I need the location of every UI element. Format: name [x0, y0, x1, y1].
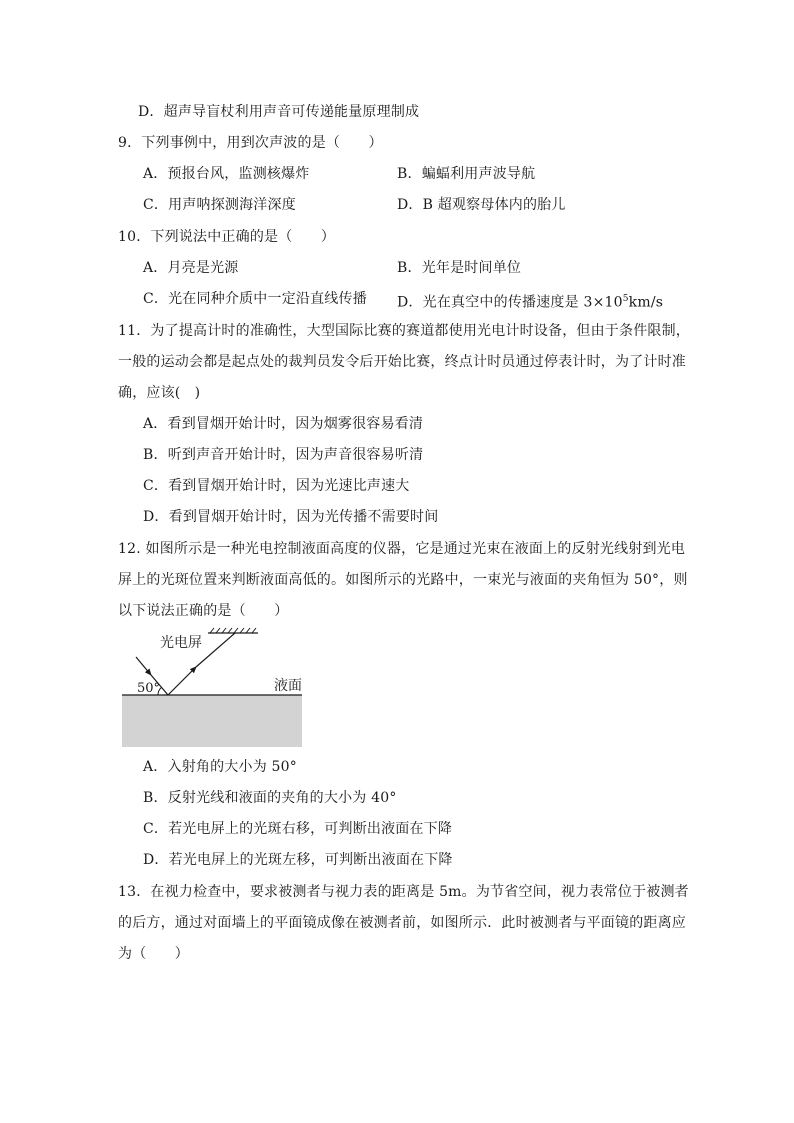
angle-label: 50° [137, 681, 161, 696]
reflected-ray [168, 667, 196, 695]
q9-option-a: A．预报台风，监测核爆炸 [143, 166, 310, 182]
q10-stem: 10．下列说法中正确的是（ ） [118, 229, 336, 245]
q12-line-3: 以下说法正确的是（ ） [118, 603, 289, 619]
q11-line-1: 11．为了提高计时的准确性，大型国际比赛的赛道都使用光电计时设备，但由于条件限制， [118, 323, 691, 339]
q10-option-a: A．月亮是光源 [143, 260, 239, 276]
q9-option-d: D．B 超观察母体内的胎儿 [397, 197, 566, 213]
q13-line-1: 13．在视力检查中，要求被测者与视力表的距离是 5m。为节省空间，视力表常位于被测者 [118, 884, 689, 900]
q11-option-c: C．看到冒烟开始计时，因为光速比声速大 [143, 478, 410, 494]
q13-line-3: 为（ ） [118, 946, 189, 962]
q11-line-3: 确，应该( ) [118, 385, 201, 401]
q10-option-c: C．光在同种介质中一定沿直线传播 [143, 291, 367, 307]
q12-line-1: 12. 如图所示是一种光电控制液面高度的仪器，它是通过光束在液面上的反射光线射到光电 [118, 541, 686, 557]
q12-line-2: 屏上的光斑位置来判断液面高低的。如图所示的光路中，一束光与液面的夹角恒为 50°，则 [118, 572, 688, 588]
q9-option-c: C．用声呐探测海洋深度 [143, 197, 296, 213]
q10-option-b: B．光年是时间单位 [397, 260, 522, 276]
incident-ray [136, 657, 151, 675]
q9-option-b: B．蝙蝠利用声波导航 [397, 166, 536, 182]
light-path-diagram [118, 625, 318, 750]
q10-option-d-text: D．光在真空中的传播速度是 3×10 [397, 294, 623, 311]
screen-hatching [210, 628, 256, 633]
liquid-body [122, 695, 302, 747]
q13-line-2: 的后方，通过对面墙上的平面镜成像在被测者前，如图所示．此时被测者与平面镜的距离应 [118, 915, 686, 931]
q12-option-a: A．入射角的大小为 50° [143, 759, 297, 775]
q12-option-d: D．若光电屏上的光斑左移，可判断出液面在下降 [143, 852, 453, 868]
q12-figure [118, 625, 318, 750]
q11-line-2: 一般的运动会都是起点处的裁判员发令后开始比赛，终点计时员通过停表计时，为了计时准 [118, 354, 686, 370]
q9-stem: 9．下列事例中，用到次声波的是（ ） [118, 135, 383, 151]
q10-option-d-unit: km/s [628, 294, 664, 311]
q11-option-a: A．看到冒烟开始计时，因为烟雾很容易看清 [143, 416, 424, 432]
q12-option-c: C．若光电屏上的光斑右移，可判断出液面在下降 [143, 821, 453, 837]
q11-option-d: D．看到冒烟开始计时，因为光传播不需要时间 [143, 509, 439, 525]
q10-option-d [397, 290, 663, 312]
surface-label: 液面 [274, 678, 302, 694]
q12-option-b: B．反射光线和液面的夹角的大小为 40° [143, 790, 397, 806]
q11-option-b: B．听到声音开始计时，因为声音很容易听清 [143, 447, 424, 463]
q10-option-d-exponent: 5 [622, 294, 629, 304]
q8-option-d: D．超声导盲杖利用声音可传递能量原理制成 [138, 104, 420, 120]
screen-label: 光电屏 [160, 635, 202, 651]
